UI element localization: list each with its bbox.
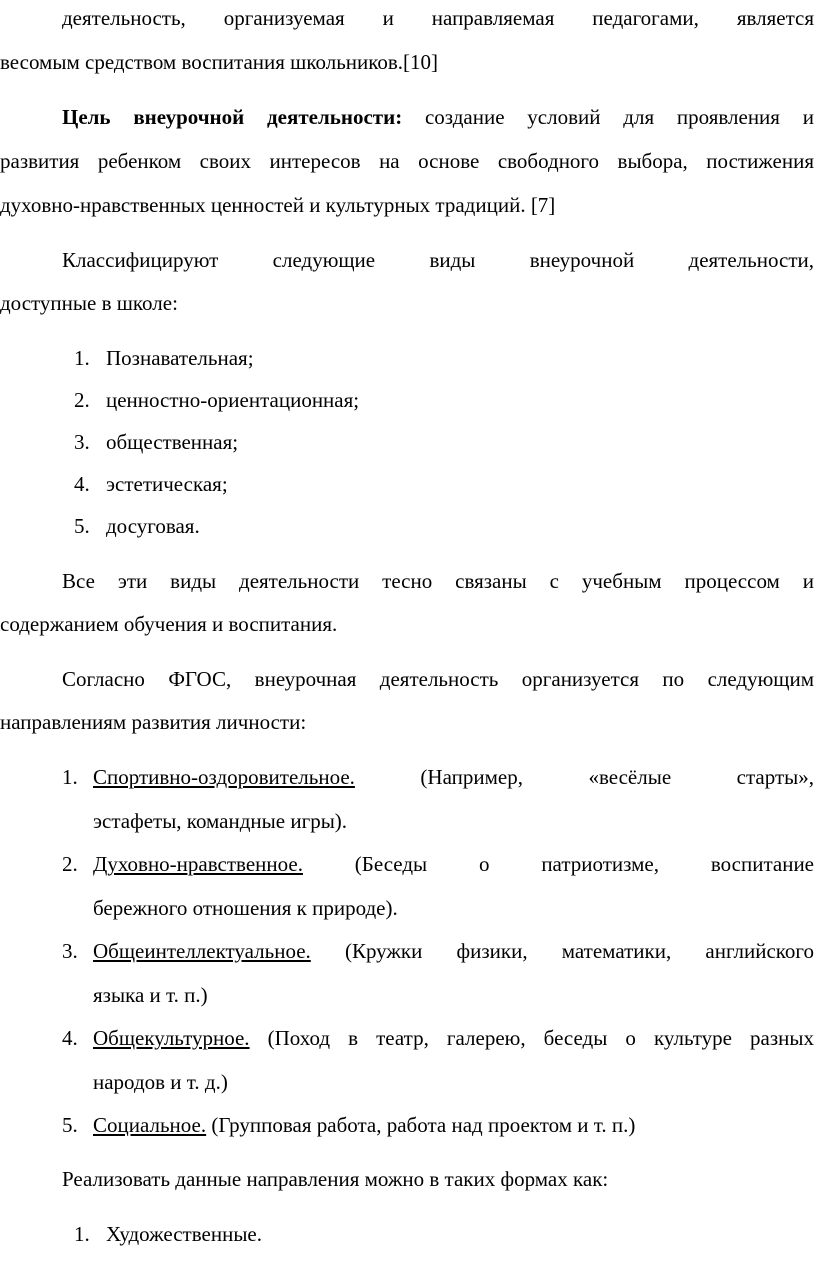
goal-heading: Цель внеурочной деятельности: — [62, 105, 403, 129]
paragraph-4-line-2: содержанием обучения и воспитания. — [0, 612, 338, 636]
paragraph-3-line-1: Классифицируют следующие виды внеурочной деятельности, — [62, 248, 814, 272]
paragraph-2-line-1 — [62, 104, 814, 130]
list-item-line-2: народов и т. д.) — [93, 1070, 228, 1094]
list-item-text: досуговая. — [106, 514, 200, 538]
list-item-line-1 — [93, 1112, 814, 1138]
paragraph-4-line-1: Все эти виды деятельности тесно связаны с учебным процессом и — [62, 569, 814, 593]
direction-description: (Групповая работа, работа над проектом и т. п.) — [206, 1113, 636, 1137]
list-item-text: Художественные. — [106, 1222, 263, 1246]
list-item-text: общественная; — [106, 430, 239, 454]
direction-description: (Кружки физики, математики, английского — [310, 939, 814, 963]
direction-description: (Например, «весёлые старты», — [354, 765, 814, 789]
list-item-number: 4. — [62, 1026, 78, 1050]
list-item-number: 3. — [62, 939, 78, 963]
paragraph-1-line-1: деятельность, организуемая и направляемая педагогами, является — [62, 6, 814, 30]
list-item-line-2: языка и т. п.) — [93, 983, 208, 1007]
list-item-line-1 — [93, 1025, 814, 1051]
list-item-number: 1. — [62, 765, 78, 789]
direction-title: Общеинтеллектуальное. — [93, 939, 311, 963]
list-item-number: 2. — [62, 852, 78, 876]
list-item-number: 1. — [74, 1222, 90, 1246]
direction-title: Духовно-нравственное. — [93, 852, 303, 876]
list-item-number: 5. — [74, 514, 90, 538]
paragraph-2-line-2: развития ребенком своих интересов на основе свободного выбора, постижения — [0, 149, 814, 173]
paragraph-5-line-1: Согласно ФГОС, внеурочная деятельность организуется по следующим — [62, 667, 814, 691]
list-item-number: 4. — [74, 472, 90, 496]
list-item-text: эстетическая; — [106, 472, 228, 496]
list-item-line-2: эстафеты, командные игры). — [93, 809, 348, 833]
direction-description: (Беседы о патриотизме, воспитание — [302, 852, 814, 876]
direction-title: Общекультурное. — [93, 1026, 250, 1050]
paragraph-2-line-3: духовно-нравственных ценностей и культурных традиций. [7] — [0, 193, 556, 217]
paragraph-1-line-2: весомым средством воспитания школьников.[10] — [0, 50, 439, 74]
direction-description: (Поход в театр, галерею, беседы о культуре разных — [249, 1026, 814, 1050]
paragraph-5-line-2: направлениям развития личности: — [0, 710, 307, 734]
paragraph-3-line-2: доступные в школе: — [0, 291, 178, 315]
list-item-number: 3. — [74, 430, 90, 454]
list-item-line-1 — [93, 764, 814, 790]
list-item-line-1 — [93, 851, 814, 877]
list-item-number: 1. — [74, 346, 90, 370]
paragraph-6-line-1: Реализовать данные направления можно в таких формах как: — [62, 1167, 609, 1191]
list-item-text: ценностно-ориентационная; — [106, 388, 360, 412]
goal-text: создание условий для проявления и — [402, 105, 814, 129]
list-item-number: 5. — [62, 1113, 78, 1137]
list-item-line-2: бережного отношения к природе). — [93, 896, 398, 920]
direction-title: Социальное. — [93, 1113, 207, 1137]
list-item-text: Познавательная; — [106, 346, 254, 370]
direction-title: Спортивно-оздоровительное. — [93, 765, 355, 789]
list-item-number: 2. — [74, 388, 90, 412]
list-item-line-1 — [93, 938, 814, 964]
